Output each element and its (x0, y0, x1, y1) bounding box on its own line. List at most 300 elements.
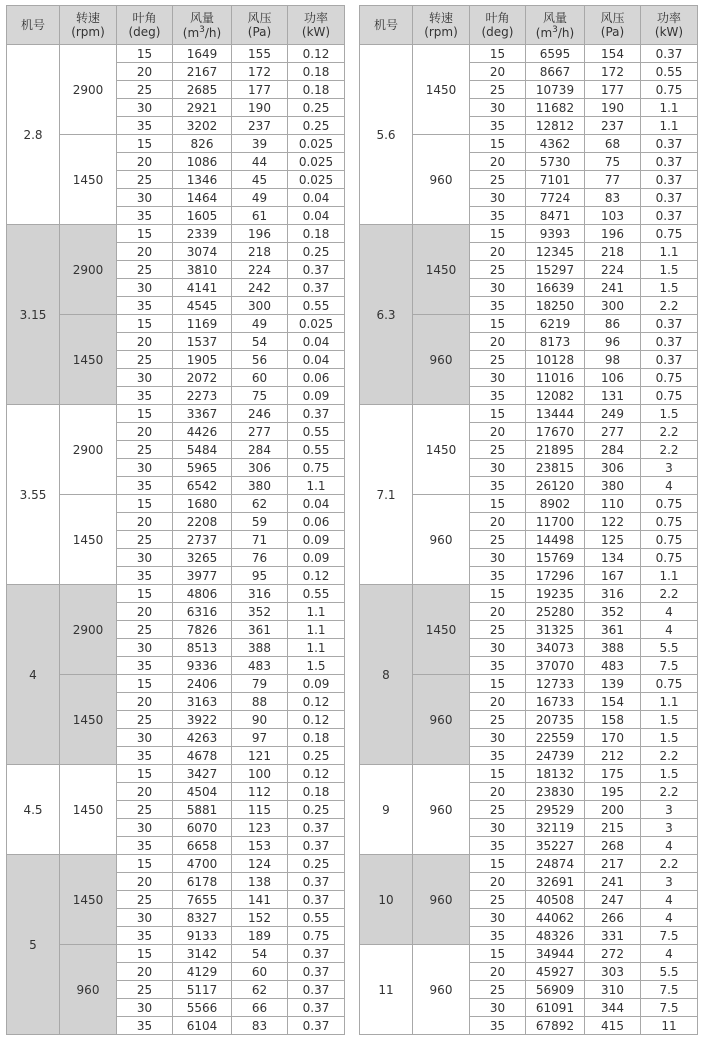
header-unit (173, 26, 231, 39)
pressure-cell: 131 (585, 387, 641, 405)
model-cell: 4 (7, 585, 60, 765)
flow-cell: 29529 (526, 801, 585, 819)
angle-cell: 30 (470, 819, 526, 837)
power-cell: 0.37 (641, 171, 698, 189)
power-cell: 0.37 (641, 333, 698, 351)
pressure-cell: 83 (232, 1017, 288, 1035)
pressure-cell: 306 (232, 459, 288, 477)
power-cell: 0.25 (288, 855, 345, 873)
power-cell: 0.75 (641, 513, 698, 531)
power-cell: 0.37 (641, 315, 698, 333)
angle-cell: 20 (117, 423, 173, 441)
flow-cell: 3810 (173, 261, 232, 279)
flow-cell: 32691 (526, 873, 585, 891)
power-cell: 0.37 (641, 135, 698, 153)
flow-cell: 35227 (526, 837, 585, 855)
pressure-cell: 361 (232, 621, 288, 639)
angle-cell: 15 (470, 315, 526, 333)
pressure-cell: 45 (232, 171, 288, 189)
pressure-cell: 172 (232, 63, 288, 81)
header-speed (413, 6, 470, 45)
flow-cell: 34944 (526, 945, 585, 963)
power-cell: 0.37 (641, 189, 698, 207)
flow-cell: 2406 (173, 675, 232, 693)
angle-cell: 35 (117, 387, 173, 405)
angle-cell: 25 (470, 441, 526, 459)
angle-cell: 15 (470, 405, 526, 423)
power-cell: 1.1 (641, 693, 698, 711)
pressure-cell: 306 (585, 459, 641, 477)
flow-cell: 16639 (526, 279, 585, 297)
pressure-cell: 121 (232, 747, 288, 765)
pressure-cell: 266 (585, 909, 641, 927)
angle-cell: 35 (117, 1017, 173, 1035)
pressure-cell: 241 (585, 279, 641, 297)
angle-cell: 35 (470, 117, 526, 135)
flow-cell: 10739 (526, 81, 585, 99)
pressure-cell: 218 (232, 243, 288, 261)
flow-cell: 7101 (526, 171, 585, 189)
flow-cell: 1086 (173, 153, 232, 171)
pressure-cell: 380 (585, 477, 641, 495)
pressure-cell: 106 (585, 369, 641, 387)
pressure-cell: 380 (232, 477, 288, 495)
header-label: 转速 (428, 11, 453, 25)
power-cell: 0.37 (288, 837, 345, 855)
angle-cell: 35 (470, 927, 526, 945)
angle-cell: 20 (470, 333, 526, 351)
flow-cell: 3427 (173, 765, 232, 783)
flow-cell: 8667 (526, 63, 585, 81)
table-row (7, 45, 345, 63)
angle-cell: 30 (117, 639, 173, 657)
header-label: 机号 (20, 18, 45, 32)
pressure-cell: 175 (585, 765, 641, 783)
pressure-cell: 189 (232, 927, 288, 945)
pressure-cell: 212 (585, 747, 641, 765)
pressure-cell: 75 (585, 153, 641, 171)
power-cell: 0.12 (288, 567, 345, 585)
power-cell: 0.37 (288, 261, 345, 279)
angle-cell: 25 (470, 801, 526, 819)
pressure-cell: 483 (585, 657, 641, 675)
flow-cell: 22559 (526, 729, 585, 747)
flow-cell: 6219 (526, 315, 585, 333)
pressure-cell: 246 (232, 405, 288, 423)
pressure-cell: 195 (585, 783, 641, 801)
angle-cell: 20 (470, 693, 526, 711)
power-cell: 0.55 (288, 423, 345, 441)
pressure-cell: 300 (232, 297, 288, 315)
angle-cell: 35 (470, 297, 526, 315)
angle-cell: 15 (117, 855, 173, 873)
power-cell: 0.09 (288, 675, 345, 693)
table-row (360, 855, 698, 873)
pressure-cell: 415 (585, 1017, 641, 1035)
angle-cell: 30 (117, 819, 173, 837)
angle-cell: 15 (470, 675, 526, 693)
angle-cell: 15 (117, 45, 173, 63)
angle-cell: 35 (117, 117, 173, 135)
flow-cell: 6070 (173, 819, 232, 837)
pressure-cell: 77 (585, 171, 641, 189)
speed-cell: 2900 (60, 405, 117, 495)
flow-cell: 12812 (526, 117, 585, 135)
pressure-cell: 100 (232, 765, 288, 783)
pressure-cell: 177 (585, 81, 641, 99)
pressure-cell: 224 (232, 261, 288, 279)
flow-cell: 44062 (526, 909, 585, 927)
angle-cell: 25 (117, 801, 173, 819)
angle-cell: 15 (470, 495, 526, 513)
angle-cell: 20 (470, 873, 526, 891)
flow-cell: 2737 (173, 531, 232, 549)
flow-cell: 9336 (173, 657, 232, 675)
angle-cell: 20 (470, 153, 526, 171)
model-cell: 6.3 (360, 225, 413, 405)
header-unit: (deg) (481, 25, 514, 39)
model-cell: 10 (360, 855, 413, 945)
fan-spec-table-right (359, 5, 698, 1035)
table-row (7, 225, 345, 243)
pressure-cell: 344 (585, 999, 641, 1017)
power-cell: 0.75 (288, 459, 345, 477)
angle-cell: 15 (117, 945, 173, 963)
flow-cell: 8902 (526, 495, 585, 513)
angle-cell: 30 (117, 99, 173, 117)
angle-cell: 15 (470, 225, 526, 243)
flow-cell: 1605 (173, 207, 232, 225)
model-cell: 3.15 (7, 225, 60, 405)
header-label: 叶角 (132, 11, 157, 25)
pressure-cell: 167 (585, 567, 641, 585)
flow-cell: 7655 (173, 891, 232, 909)
pressure-cell: 103 (585, 207, 641, 225)
flow-cell: 18132 (526, 765, 585, 783)
pressure-cell: 241 (585, 873, 641, 891)
flow-cell: 10128 (526, 351, 585, 369)
angle-cell: 20 (470, 963, 526, 981)
power-cell: 2.2 (641, 297, 698, 315)
angle-cell: 30 (470, 369, 526, 387)
pressure-cell: 44 (232, 153, 288, 171)
pressure-cell: 284 (232, 441, 288, 459)
flow-cell: 4504 (173, 783, 232, 801)
angle-cell: 30 (117, 729, 173, 747)
power-cell: 1.5 (641, 405, 698, 423)
power-cell: 0.75 (641, 549, 698, 567)
pressure-cell: 172 (585, 63, 641, 81)
flow-cell: 4129 (173, 963, 232, 981)
pressure-cell: 68 (585, 135, 641, 153)
pressure-cell: 242 (232, 279, 288, 297)
flow-cell: 1905 (173, 351, 232, 369)
angle-cell: 20 (117, 243, 173, 261)
power-cell: 0.25 (288, 117, 345, 135)
power-cell: 0.025 (288, 315, 345, 333)
speed-cell: 1450 (413, 225, 470, 315)
angle-cell: 30 (470, 189, 526, 207)
power-cell: 0.37 (288, 405, 345, 423)
power-cell: 2.2 (641, 855, 698, 873)
angle-cell: 20 (117, 603, 173, 621)
speed-cell: 2900 (60, 225, 117, 315)
pressure-cell: 96 (585, 333, 641, 351)
header-unit: (rpm) (71, 25, 105, 39)
header-speed (60, 6, 117, 45)
table-header (360, 6, 698, 45)
power-cell: 0.55 (288, 297, 345, 315)
header-model (7, 6, 60, 45)
flow-cell: 2072 (173, 369, 232, 387)
angle-cell: 35 (117, 747, 173, 765)
power-cell: 0.55 (288, 441, 345, 459)
angle-cell: 35 (470, 207, 526, 225)
pressure-cell: 39 (232, 135, 288, 153)
angle-cell: 15 (470, 45, 526, 63)
power-cell: 5.5 (641, 639, 698, 657)
header-flow (526, 6, 585, 45)
model-cell: 2.8 (7, 45, 60, 225)
power-cell: 0.37 (641, 351, 698, 369)
power-cell: 0.025 (288, 153, 345, 171)
flow-cell: 21895 (526, 441, 585, 459)
power-cell: 0.04 (288, 333, 345, 351)
power-cell: 3 (641, 459, 698, 477)
power-cell: 0.75 (641, 81, 698, 99)
power-cell: 0.25 (288, 243, 345, 261)
pressure-cell: 196 (232, 225, 288, 243)
pressure-cell: 86 (585, 315, 641, 333)
power-cell: 0.37 (641, 207, 698, 225)
angle-cell: 30 (117, 189, 173, 207)
header-power (288, 6, 345, 45)
flow-cell: 5117 (173, 981, 232, 999)
power-cell: 3 (641, 873, 698, 891)
speed-cell: 960 (413, 765, 470, 855)
angle-cell: 35 (470, 477, 526, 495)
power-cell: 4 (641, 945, 698, 963)
flow-cell: 3142 (173, 945, 232, 963)
flow-cell: 1537 (173, 333, 232, 351)
angle-cell: 15 (117, 495, 173, 513)
pressure-cell: 83 (585, 189, 641, 207)
flow-cell: 17296 (526, 567, 585, 585)
power-cell: 1.1 (288, 603, 345, 621)
angle-cell: 30 (117, 279, 173, 297)
angle-cell: 25 (117, 891, 173, 909)
angle-cell: 15 (470, 135, 526, 153)
flow-cell: 8513 (173, 639, 232, 657)
flow-cell: 40508 (526, 891, 585, 909)
flow-cell: 61091 (526, 999, 585, 1017)
power-cell: 0.06 (288, 513, 345, 531)
pressure-cell: 200 (585, 801, 641, 819)
flow-cell: 23830 (526, 783, 585, 801)
angle-cell: 15 (117, 585, 173, 603)
pressure-cell: 62 (232, 495, 288, 513)
flow-cell: 9393 (526, 225, 585, 243)
header-label: 功率 (303, 11, 328, 25)
power-cell: 1.5 (288, 657, 345, 675)
flow-cell: 1464 (173, 189, 232, 207)
unit-part: /h) (557, 25, 575, 40)
fan-spec-table-left (6, 5, 345, 1035)
power-cell: 0.75 (641, 387, 698, 405)
pressure-cell: 268 (585, 837, 641, 855)
angle-cell: 30 (470, 999, 526, 1017)
angle-cell: 20 (470, 63, 526, 81)
header-label: 叶角 (485, 11, 510, 25)
pressure-cell: 123 (232, 819, 288, 837)
flow-cell: 6104 (173, 1017, 232, 1035)
flow-cell: 15769 (526, 549, 585, 567)
model-cell: 11 (360, 945, 413, 1035)
header-row (360, 6, 698, 45)
pressure-cell: 154 (585, 45, 641, 63)
header-label: 功率 (656, 11, 681, 25)
flow-cell: 13444 (526, 405, 585, 423)
angle-cell: 25 (470, 981, 526, 999)
pressure-cell: 56 (232, 351, 288, 369)
power-cell: 5.5 (641, 963, 698, 981)
header-power (641, 6, 698, 45)
flow-cell: 3922 (173, 711, 232, 729)
pressure-cell: 303 (585, 963, 641, 981)
flow-cell: 4263 (173, 729, 232, 747)
flow-cell: 2339 (173, 225, 232, 243)
unit-superscript: 3 (199, 24, 205, 35)
pressure-cell: 75 (232, 387, 288, 405)
power-cell: 0.09 (288, 387, 345, 405)
angle-cell: 35 (117, 297, 173, 315)
power-cell: 4 (641, 909, 698, 927)
angle-cell: 30 (470, 279, 526, 297)
pressure-cell: 277 (585, 423, 641, 441)
angle-cell: 35 (470, 657, 526, 675)
flow-cell: 11700 (526, 513, 585, 531)
power-cell: 0.55 (288, 585, 345, 603)
power-cell: 0.37 (288, 945, 345, 963)
speed-cell: 1450 (413, 405, 470, 495)
pressure-cell: 316 (232, 585, 288, 603)
power-cell: 0.25 (288, 99, 345, 117)
power-cell: 3 (641, 801, 698, 819)
flow-cell: 23815 (526, 459, 585, 477)
flow-cell: 2208 (173, 513, 232, 531)
power-cell: 0.37 (288, 981, 345, 999)
pressure-cell: 61 (232, 207, 288, 225)
table-row (7, 855, 345, 873)
power-cell: 1.5 (641, 711, 698, 729)
power-cell: 7.5 (641, 981, 698, 999)
flow-cell: 37070 (526, 657, 585, 675)
power-cell: 0.18 (288, 225, 345, 243)
angle-cell: 15 (117, 765, 173, 783)
angle-cell: 35 (470, 567, 526, 585)
flow-cell: 31325 (526, 621, 585, 639)
flow-cell: 26120 (526, 477, 585, 495)
angle-cell: 25 (470, 891, 526, 909)
pressure-cell: 272 (585, 945, 641, 963)
power-cell: 0.04 (288, 189, 345, 207)
angle-cell: 25 (470, 351, 526, 369)
flow-cell: 4362 (526, 135, 585, 153)
flow-cell: 6542 (173, 477, 232, 495)
pressure-cell: 153 (232, 837, 288, 855)
power-cell: 0.25 (288, 747, 345, 765)
flow-cell: 6316 (173, 603, 232, 621)
angle-cell: 25 (117, 711, 173, 729)
pressure-cell: 125 (585, 531, 641, 549)
table-row (360, 945, 698, 963)
angle-cell: 25 (470, 171, 526, 189)
pressure-cell: 277 (232, 423, 288, 441)
angle-cell: 20 (117, 513, 173, 531)
speed-cell: 960 (413, 495, 470, 585)
power-cell: 0.12 (288, 711, 345, 729)
pressure-cell: 71 (232, 531, 288, 549)
power-cell: 0.04 (288, 495, 345, 513)
speed-cell: 1450 (413, 45, 470, 135)
angle-cell: 30 (470, 639, 526, 657)
pressure-cell: 88 (232, 693, 288, 711)
angle-cell: 20 (470, 423, 526, 441)
power-cell: 7.5 (641, 657, 698, 675)
pressure-cell: 158 (585, 711, 641, 729)
flow-cell: 19235 (526, 585, 585, 603)
flow-cell: 4678 (173, 747, 232, 765)
speed-cell: 960 (413, 855, 470, 945)
header-flow (173, 6, 232, 45)
speed-cell: 1450 (60, 495, 117, 585)
angle-cell: 25 (117, 621, 173, 639)
pressure-cell: 190 (585, 99, 641, 117)
flow-cell: 5566 (173, 999, 232, 1017)
header-pressure (232, 6, 288, 45)
power-cell: 7.5 (641, 927, 698, 945)
table-body (360, 45, 698, 1035)
header-unit: (Pa) (600, 25, 625, 39)
pressure-cell: 249 (585, 405, 641, 423)
angle-cell: 30 (117, 549, 173, 567)
pressure-cell: 170 (585, 729, 641, 747)
pressure-cell: 76 (232, 549, 288, 567)
table-row (360, 45, 698, 63)
flow-cell: 12082 (526, 387, 585, 405)
table-row (360, 225, 698, 243)
pressure-cell: 154 (585, 693, 641, 711)
angle-cell: 30 (470, 549, 526, 567)
header-unit: (deg) (128, 25, 161, 39)
flow-cell: 24874 (526, 855, 585, 873)
model-cell: 5.6 (360, 45, 413, 225)
header-unit (526, 26, 584, 39)
pressure-cell: 388 (585, 639, 641, 657)
power-cell: 0.25 (288, 801, 345, 819)
angle-cell: 35 (470, 747, 526, 765)
angle-cell: 15 (470, 945, 526, 963)
header-label: 风压 (247, 11, 272, 25)
angle-cell: 25 (470, 261, 526, 279)
power-cell: 0.04 (288, 351, 345, 369)
angle-cell: 35 (117, 657, 173, 675)
angle-cell: 30 (117, 369, 173, 387)
speed-cell: 1450 (60, 855, 117, 945)
table-header (7, 6, 345, 45)
flow-cell: 4426 (173, 423, 232, 441)
power-cell: 0.37 (288, 873, 345, 891)
